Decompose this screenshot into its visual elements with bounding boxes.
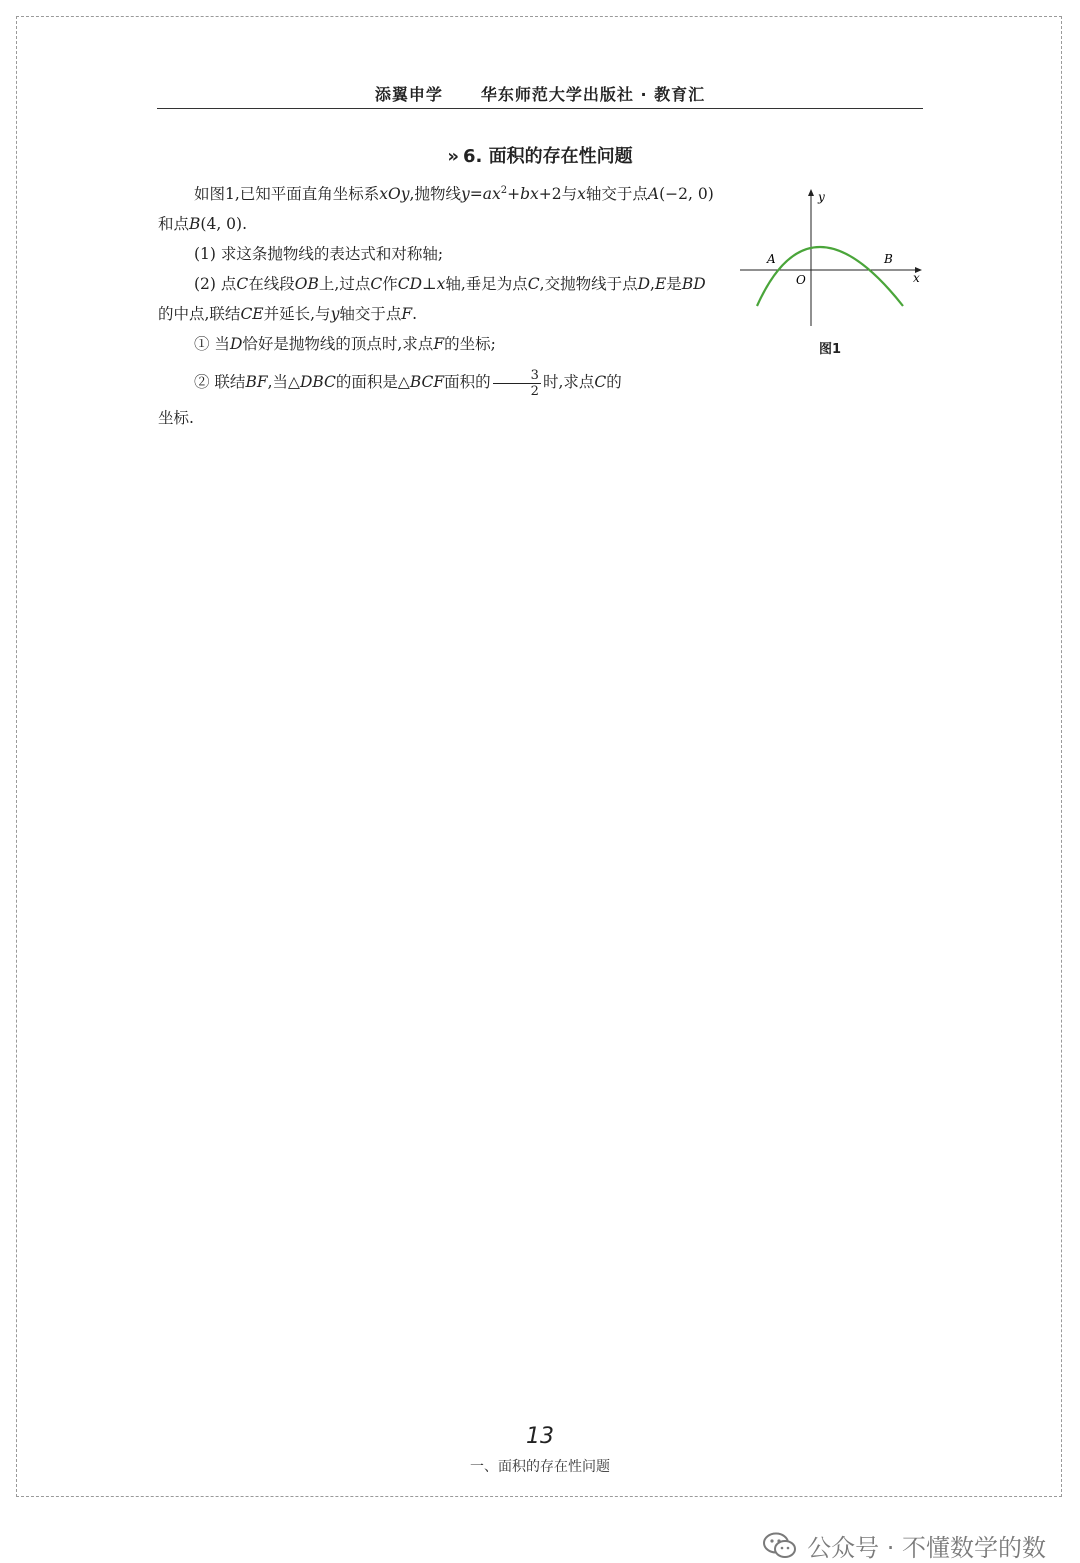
- section-title-text: 6. 面积的存在性问题: [463, 146, 633, 167]
- label-y: y: [818, 190, 825, 204]
- header-left: 添翼申学: [374, 85, 443, 104]
- problem-body: [158, 176, 716, 433]
- running-header: [157, 82, 923, 109]
- sub-question-2: ② 联结BF,当△DBC的面积是△BCF面积的 $\frac{3}{2}$ 时,求点C的: [194, 367, 622, 399]
- figure-caption: 图1: [818, 342, 842, 357]
- question-2: (2) 点C在线段OB上,过点C作CD⊥x轴,垂足为点C,交抛物线于点D,E是BD的中点,联结CE并延长,与y轴交于点F.: [158, 275, 706, 324]
- figure-1: [735, 186, 925, 366]
- label-x: x: [913, 271, 920, 285]
- problem-intro: 如图1,已知平面直角坐标系xOy,抛物线$y=ax^2+bx+2$与x轴交于点A(−2, 0)和点B(4, 0).: [158, 185, 714, 234]
- sub-question-1: ① 当D恰好是抛物线的顶点时,求点F的坐标;: [194, 335, 496, 354]
- header-right: 华东师范大学出版社 · 教育汇: [480, 85, 706, 104]
- page-number: 13: [526, 1424, 554, 1449]
- sub-question-2-end: 坐标.: [158, 409, 194, 428]
- label-a: A: [767, 252, 776, 266]
- footer-chapter: 一、面积的存在性问题: [470, 1459, 610, 1475]
- watermark: [763, 1528, 1046, 1563]
- wechat-icon: [763, 1532, 797, 1560]
- label-o: O: [796, 273, 806, 287]
- parabola-graph: [735, 186, 925, 336]
- watermark-text: 公众号 · 不懂数学的数: [807, 1534, 1046, 1562]
- label-b: B: [884, 252, 893, 266]
- section-marker-icon: »: [447, 146, 459, 167]
- fraction: $\frac{3}{2}$: [493, 368, 541, 399]
- section-title: [0, 142, 1080, 168]
- question-1: (1) 求这条抛物线的表达式和对称轴;: [194, 245, 444, 264]
- parabola-curve: [757, 247, 903, 306]
